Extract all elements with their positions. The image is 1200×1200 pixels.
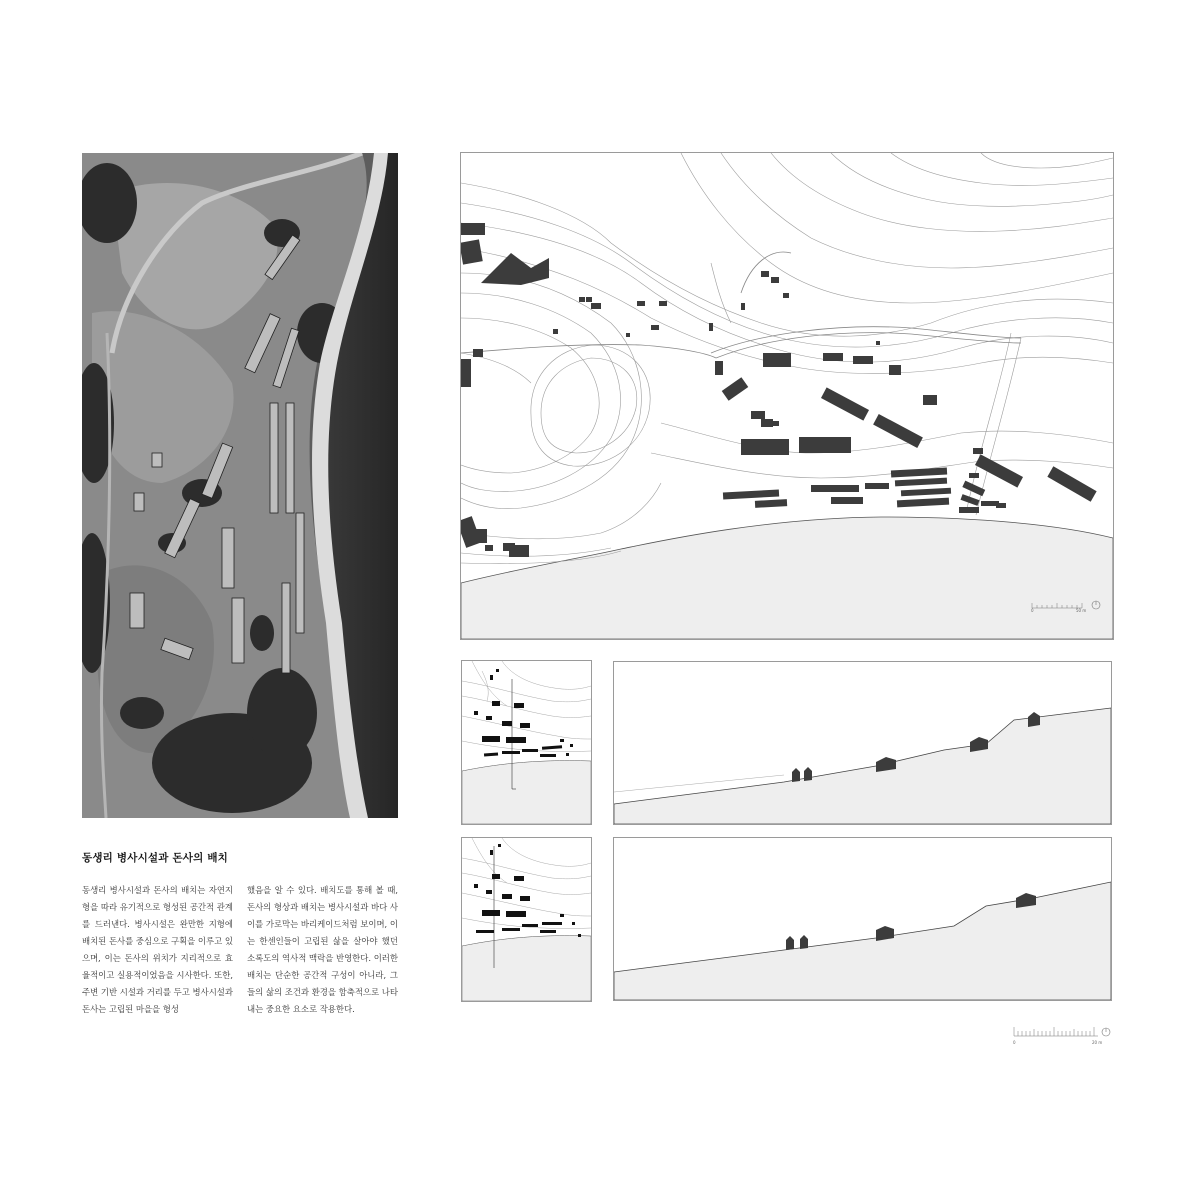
caption-title: 동생리 병사시설과 돈사의 배치	[82, 852, 229, 864]
scale-bar-site-plan	[1030, 597, 1105, 613]
site-section-2	[613, 837, 1112, 1001]
caption-column-2: 했음을 알 수 있다. 배치도를 통해 볼 때, 돈사의 형상과 배치는 병사시설과 바다 사이를 가로막는 바리케이드처럼 보이며, 이는 한센인들이 고립된 삶을 살아야 했던 소록도의 역사적 맥락을 반영한다. 이러한 배치는 단순한 공간적 구성이 아니라, 그들의 삶의 조건과 환경을 함축적으로 나타내는 중요한 요소로 작용한다.	[247, 885, 398, 1014]
section-key-plan-2	[461, 837, 592, 1002]
buildings	[461, 223, 1097, 557]
aerial-photograph	[82, 153, 398, 818]
caption-column-1: 동생리 병사시설과 돈사의 배치는 자연지형을 따라 유기적으로 형성된 공간적 관계를 드러낸다. 병사시설은 완만한 지형에 배치된 돈사를 중심으로 구획을 이루고 있으며, 이는 돈사의 위치가 지리적으로 효율적이고 실용적이었음을 시사한다. 또한, 주변 기반 시설과 거리를 두고 병사시설과 돈사는 고립된 마을을 형성	[82, 885, 233, 1014]
scale-start-label: 0	[1031, 608, 1034, 613]
scale-bar-sections	[1012, 1024, 1112, 1046]
section-key-plan-1	[461, 660, 592, 825]
sea-area	[461, 517, 1113, 639]
site-plan	[460, 152, 1114, 640]
ground-profile	[614, 882, 1111, 1000]
scale-end-label: 50 m	[1076, 608, 1087, 613]
scale-start-label: 0	[1013, 1040, 1016, 1045]
scale-end-label: 20 m	[1092, 1040, 1103, 1045]
caption-body	[82, 882, 398, 1018]
site-section-1	[613, 661, 1112, 825]
